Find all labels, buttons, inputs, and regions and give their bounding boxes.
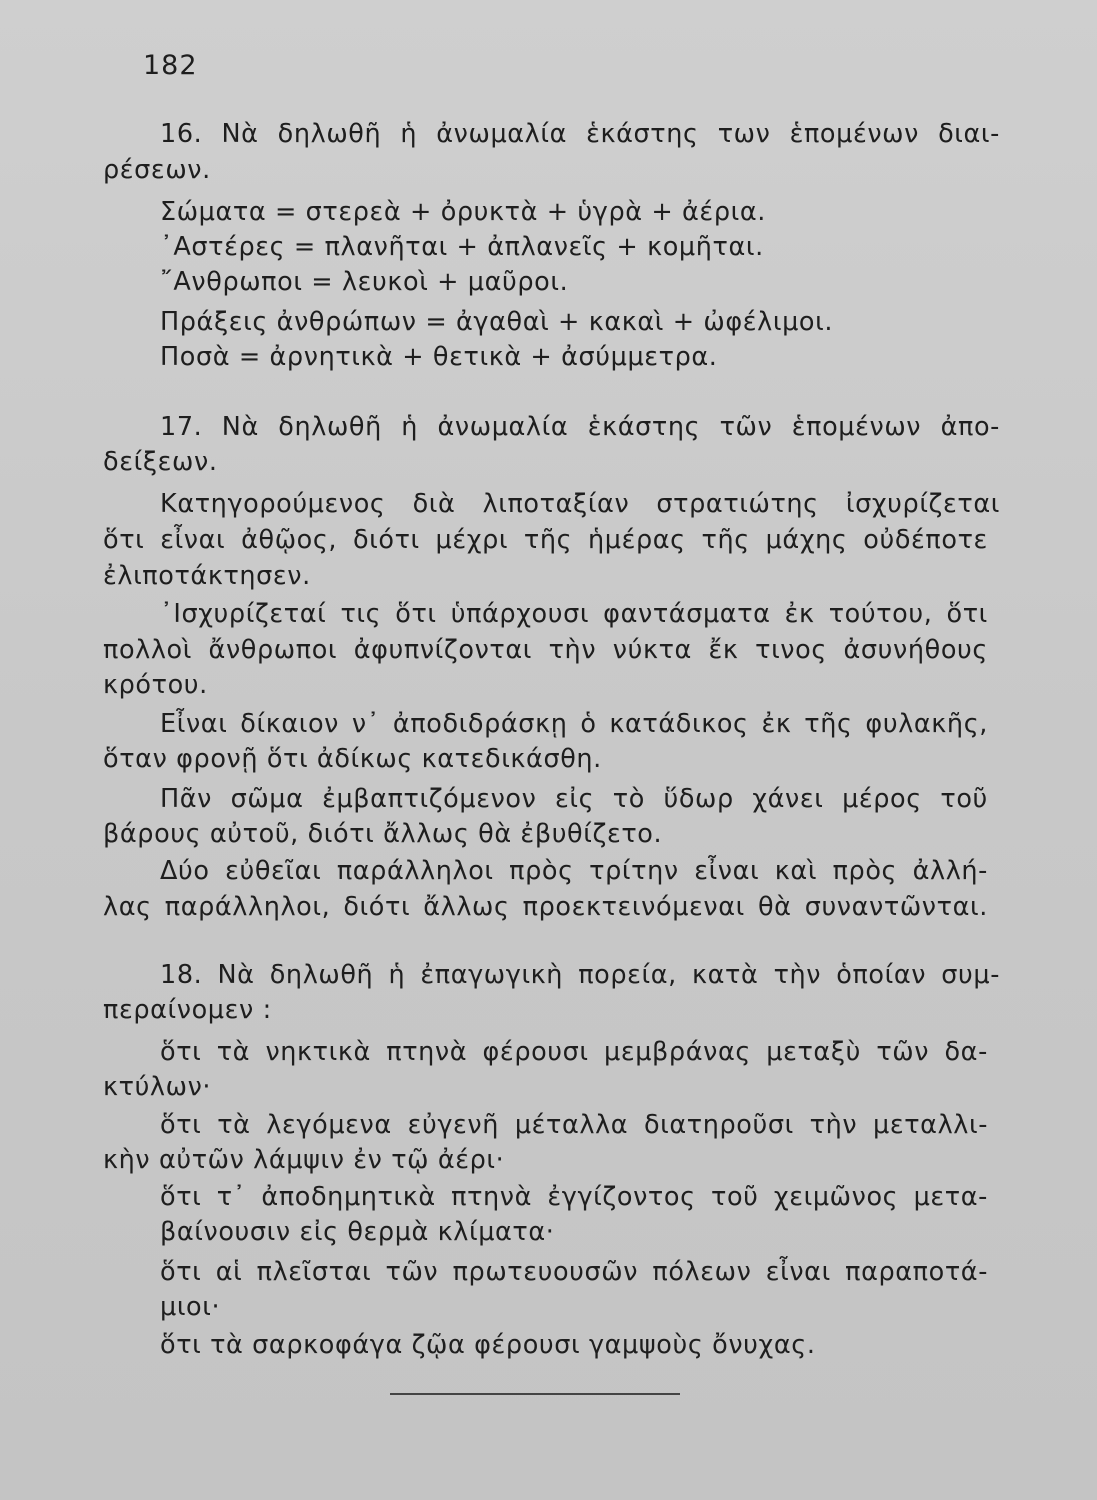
text-line: βάρους αὐτοῦ, διότι ἄλλως θὰ ἐβυθίζετο. [103, 819, 663, 849]
text-line: κὴν αὐτῶν λάμψιν ἐν τῷ ἀέρι· [103, 1145, 505, 1175]
text-line: ὅτι αἱ πλεῖσται τῶν πρωτευουσῶν πόλεων εἶναι παραποτά- [160, 1257, 988, 1287]
text-line: ἐλιποτάκτησεν. [103, 561, 311, 591]
text-line: ᾿Αστέρες = πλανῆται + ἀπλανεῖς + κομῆται. [160, 232, 764, 262]
text-line: πολλοὶ ἄνθρωποι ἀφυπνίζονται τὴν νύκτα ἔκ τινος ἀσυνήθους [103, 635, 988, 665]
page-number: 182 [143, 50, 198, 81]
text-line: Εἶναι δίκαιον ν᾿ ἀποδιδράσκῃ ὁ κατάδικος ἐκ τῆς φυλακῆς, [160, 709, 988, 739]
text-line: Ποσὰ = ἀρνητικὰ + θετικὰ + ἀσύμμετρα. [160, 342, 718, 372]
text-line: ρέσεων. [103, 155, 211, 185]
text-line: κτύλων· [103, 1072, 212, 1102]
text-line: Πᾶν σῶμα ἐμβαπτιζόμενον εἰς τὸ ὕδωρ χάνει μέρος τοῦ [160, 784, 988, 814]
text-line: ὅτι τὰ νηκτικὰ πτηνὰ φέρουσι μεμβράνας μεταξὺ τῶν δα- [160, 1037, 988, 1067]
text-line: Κατηγορούμενος διὰ λιποταξίαν στρατιώτης ἰσχυρίζεται [160, 489, 1000, 519]
text-line: ῎Ανθρωποι = λευκοὶ + μαῦροι. [160, 267, 569, 297]
text-line: δείξεων. [103, 447, 218, 477]
text-line: λας παράλληλοι, διότι ἄλλως προεκτεινόμεναι θὰ συναντῶνται. [103, 892, 988, 922]
text-line: 18. Νὰ δηλωθῆ ἡ ἐπαγωγικὴ πορεία, κατὰ τὴν ὁποίαν συμ- [160, 960, 1000, 990]
text-line: περαίνομεν : [103, 995, 272, 1025]
text-line: Σώματα = στερεὰ + ὀρυκτὰ + ὑγρὰ + ἀέρια. [160, 197, 766, 227]
text-line: ᾿Ισχυρίζεταί τις ὅτι ὑπάρχουσι φαντάσματα ἐκ τούτου, ὅτι [160, 599, 988, 629]
text-line: ὅτι τὰ λεγόμενα εὐγενῆ μέταλλα διατηροῦσι τὴν μεταλλι- [160, 1110, 988, 1140]
text-line: 17. Νὰ δηλωθῆ ἡ ἀνωμαλία ἑκάστης τῶν ἑπομένων ἀπο- [160, 412, 1000, 442]
text-line: κρότου. [103, 670, 208, 700]
text-line: ὅταν φρονῇ ὅτι ἀδίκως κατεδικάσθη. [103, 744, 602, 774]
text-line: ὅτι τ᾿ ἀποδημητικὰ πτηνὰ ἐγγίζοντος τοῦ χειμῶνος μετα- [160, 1182, 988, 1212]
text-line: Πράξεις ἀνθρώπων = ἀγαθαὶ + κακαὶ + ὠφέλιμοι. [160, 307, 834, 337]
text-line: μιοι· [160, 1292, 221, 1322]
text-line: Δύο εὐθεῖαι παράλληλοι πρὸς τρίτην εἶναι καὶ πρὸς ἀλλή- [160, 856, 988, 886]
end-rule [390, 1393, 680, 1395]
text-line: ὅτι τὰ σαρκοφάγα ζῷα φέρουσι γαμψοὺς ὄνυχας. [160, 1330, 816, 1360]
text-line: ὅτι εἶναι ἀθῷος, διότι μέχρι τῆς ἡμέρας τῆς μάχης οὐδέποτε [103, 525, 988, 555]
text-line: 16. Νὰ δηλωθῆ ἡ ἀνωμαλία ἑκάστης των ἑπομένων διαι- [160, 119, 1000, 149]
text-line: βαίνουσιν εἰς θερμὰ κλίματα· [160, 1217, 555, 1247]
